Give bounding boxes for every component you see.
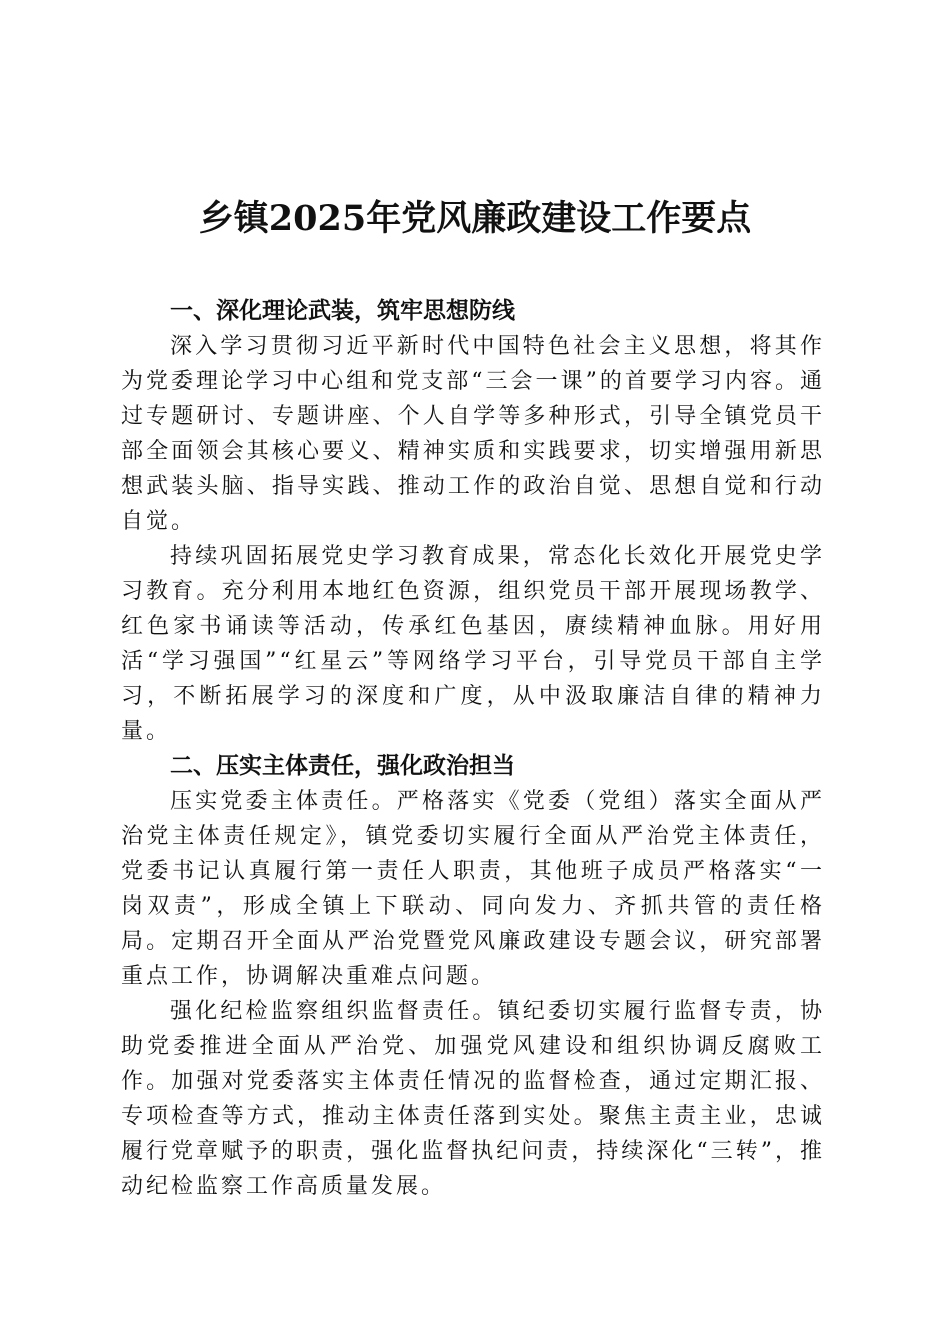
section-2-paragraph-2: 强化纪检监察组织监督责任。镇纪委切实履行监督专责，协助党委推进全面从严治党、加强党风建设和组织协调反腐败工作。加强对党委落实主体责任情况的监督检查，通过定期汇报、专项检查等方式，推动主体责任落到实处。聚焦主责主业，忠诚履行党章赋予的职责，强化监督执纪问责，持续深化“三转”，推动纪检监察工作高质量发展。 [121,999,825,1199]
section-heading-2: 二、压实主体责任，强化政治担当 [170,753,515,779]
document-body [121,292,825,1204]
section-1-paragraph-1: 深入学习贯彻习近平新时代中国特色社会主义思想，将其作为党委理论学习中心组和党支部“三会一课”的首要学习内容。通过专题研讨、专题讲座、个人自学等多种形式，引导全镇党员干部全面领会其核心要义、精神实质和实践要求，切实增强用新思想武装头脑、指导实践、推动工作的政治自觉、思想自觉和行动自觉。 [121,334,825,534]
section-1-paragraph-2: 持续巩固拓展党史学习教育成果，常态化长效化开展党史学习教育。充分利用本地红色资源，组织党员干部开展现场教学、红色家书诵读等活动，传承红色基因，赓续精神血脉。用好用活“学习强国”“红星云”等网络学习平台，引导党员干部自主学习，不断拓展学习的深度和广度，从中汲取廉洁自律的精神力量。 [121,544,825,744]
section-2-paragraph-1: 压实党委主体责任。严格落实《党委（党组）落实全面从严治党主体责任规定》，镇党委切实履行全面从严治党主体责任，党委书记认真履行第一责任人职责，其他班子成员严格落实“一岗双责”，形成全镇上下联动、同向发力、齐抓共管的责任格局。定期召开全面从严治党暨党风廉政建设专题会议，研究部署重点工作，协调解决重难点问题。 [121,789,825,989]
document-title: 乡镇2025年党风廉政建设工作要点 [198,198,752,239]
section-heading-1: 一、深化理论武装，筑牢思想防线 [170,298,515,324]
